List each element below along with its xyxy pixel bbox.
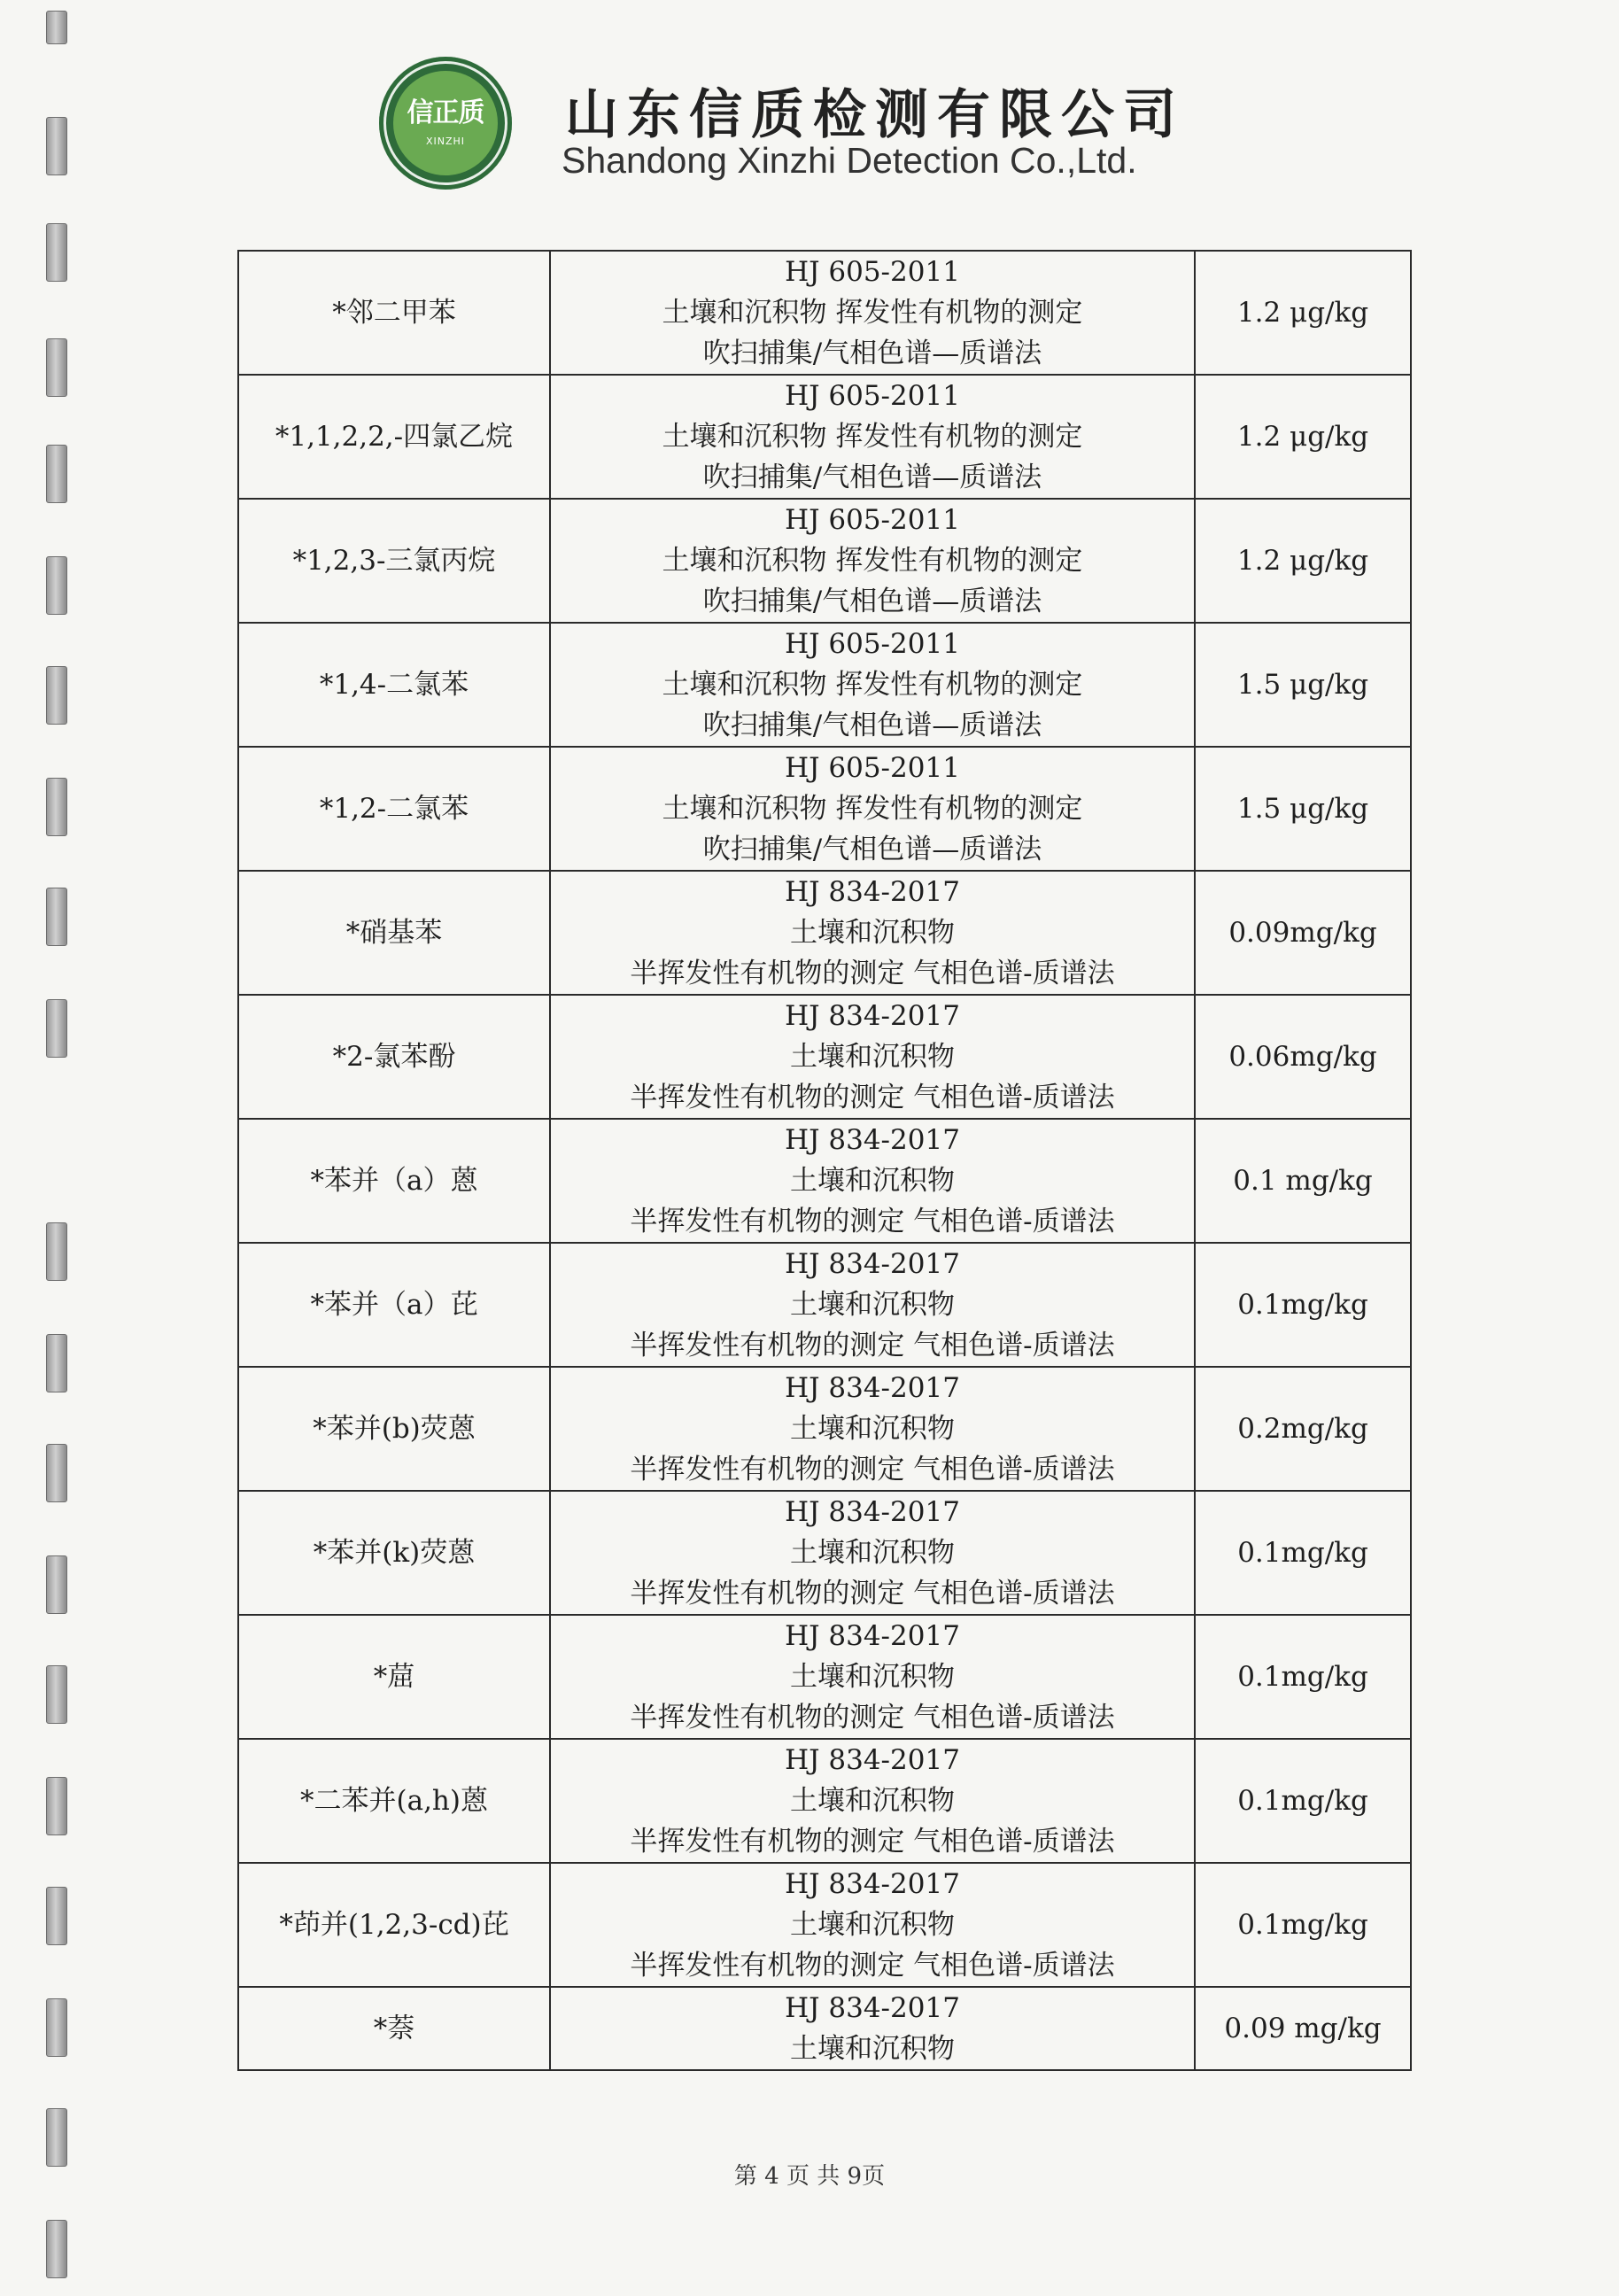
method-cell (550, 1863, 1195, 1987)
table-row (238, 251, 1411, 375)
binding-hole (46, 1887, 67, 1945)
method-standard: HJ 834-2017 (785, 1372, 960, 1404)
binding-hole (46, 2220, 67, 2278)
company-logo (379, 57, 512, 190)
method-cell (550, 1987, 1195, 2070)
letterhead (379, 53, 1229, 204)
method-cell (550, 995, 1195, 1119)
method-cell (550, 623, 1195, 747)
method-standard: HJ 605-2011 (785, 752, 960, 784)
table-row (238, 995, 1411, 1119)
method-standard: HJ 834-2017 (785, 1000, 960, 1032)
method-technique: 半挥发性有机物的测定 气相色谱-质谱法 (630, 1082, 1115, 1113)
binding-hole (46, 1777, 67, 1835)
binding-hole (46, 1334, 67, 1392)
method-cell (550, 871, 1195, 995)
method-standard: HJ 834-2017 (785, 1248, 960, 1280)
detection-limit-cell: 1.2 μg/kg (1195, 375, 1411, 499)
detection-limit-cell: 0.2mg/kg (1195, 1367, 1411, 1491)
detection-limit-cell: 0.1mg/kg (1195, 1739, 1411, 1863)
binding-hole (46, 1555, 67, 1614)
method-cell (550, 1367, 1195, 1491)
method-cell (550, 747, 1195, 871)
logo-text: 信正质 (407, 97, 484, 128)
table-row (238, 375, 1411, 499)
method-standard: HJ 834-2017 (785, 1620, 960, 1652)
binding-hole (46, 1222, 67, 1281)
method-technique: 半挥发性有机物的测定 气相色谱-质谱法 (630, 1702, 1115, 1734)
detection-limit-cell: 0.09 mg/kg (1195, 1987, 1411, 2070)
method-standard: HJ 834-2017 (785, 876, 960, 908)
detection-limit-cell: 1.5 μg/kg (1195, 623, 1411, 747)
table-row (238, 1243, 1411, 1367)
item-cell: *1,2-二氯苯 (238, 747, 550, 871)
method-title: 土壤和沉积物 (790, 1537, 955, 1569)
binding-hole (46, 888, 67, 946)
item-cell: *茚并(1,2,3-cd)芘 (238, 1863, 550, 1987)
company-name-cn: 山东信质检测有限公司 (565, 84, 1185, 146)
method-standard: HJ 834-2017 (785, 1124, 960, 1156)
method-technique: 半挥发性有机物的测定 气相色谱-质谱法 (630, 1330, 1115, 1361)
method-title: 土壤和沉积物 挥发性有机物的测定 (662, 545, 1083, 577)
method-cell (550, 499, 1195, 623)
item-cell: *苯并（a）芘 (238, 1243, 550, 1367)
method-technique: 半挥发性有机物的测定 气相色谱-质谱法 (630, 1826, 1115, 1858)
item-cell: *苯并（a）蒽 (238, 1119, 550, 1243)
method-cell (550, 251, 1195, 375)
method-title: 土壤和沉积物 (790, 1289, 955, 1321)
item-cell: *硝基苯 (238, 871, 550, 995)
binding-hole (46, 223, 67, 282)
method-standard: HJ 834-2017 (785, 1744, 960, 1776)
binding-hole (46, 11, 67, 44)
page-number: 第 4 页 共 9页 (733, 2163, 886, 2190)
method-cell (550, 1243, 1195, 1367)
method-cell (550, 1615, 1195, 1739)
method-technique: 半挥发性有机物的测定 气相色谱-质谱法 (630, 1206, 1115, 1237)
method-title: 土壤和沉积物 挥发性有机物的测定 (662, 669, 1083, 701)
method-title: 土壤和沉积物 (790, 1785, 955, 1817)
table-row (238, 1863, 1411, 1987)
method-standard: HJ 605-2011 (785, 504, 960, 536)
method-technique: 吹扫捕集/气相色谱—质谱法 (702, 586, 1042, 617)
detection-limit-cell: 0.1mg/kg (1195, 1243, 1411, 1367)
method-technique: 吹扫捕集/气相色谱—质谱法 (702, 462, 1042, 493)
method-title: 土壤和沉积物 (790, 1661, 955, 1693)
method-technique: 半挥发性有机物的测定 气相色谱-质谱法 (630, 1454, 1115, 1485)
method-title: 土壤和沉积物 (790, 2033, 955, 2065)
item-cell: *苯并(b)荧蒽 (238, 1367, 550, 1491)
method-technique: 半挥发性有机物的测定 气相色谱-质谱法 (630, 1578, 1115, 1610)
method-title: 土壤和沉积物 (790, 1165, 955, 1197)
detection-methods-table (237, 250, 1412, 2071)
binding-hole (46, 556, 67, 615)
detection-limit-cell: 0.1 mg/kg (1195, 1119, 1411, 1243)
item-cell: *1,1,2,2,-四氯乙烷 (238, 375, 550, 499)
method-standard: HJ 834-2017 (785, 1496, 960, 1528)
method-standard: HJ 605-2011 (785, 380, 960, 412)
detection-limit-cell: 1.2 μg/kg (1195, 251, 1411, 375)
method-title: 土壤和沉积物 (790, 1909, 955, 1941)
item-cell: *邻二甲苯 (238, 251, 550, 375)
method-technique: 半挥发性有机物的测定 气相色谱-质谱法 (630, 958, 1115, 989)
method-title: 土壤和沉积物 (790, 1413, 955, 1445)
item-cell: *萘 (238, 1987, 550, 2070)
detection-limit-cell: 0.1mg/kg (1195, 1491, 1411, 1615)
method-technique: 吹扫捕集/气相色谱—质谱法 (702, 337, 1042, 369)
detection-limit-cell: 0.1mg/kg (1195, 1863, 1411, 1987)
method-title: 土壤和沉积物 挥发性有机物的测定 (662, 793, 1083, 825)
binding-holes (46, 0, 67, 2296)
item-cell: *䓛 (238, 1615, 550, 1739)
table-row (238, 1367, 1411, 1491)
detection-limit-cell: 0.1mg/kg (1195, 1615, 1411, 1739)
method-title: 土壤和沉积物 挥发性有机物的测定 (662, 421, 1083, 453)
table-row (238, 1491, 1411, 1615)
method-technique: 吹扫捕集/气相色谱—质谱法 (702, 834, 1042, 865)
item-cell: *2-氯苯酚 (238, 995, 550, 1119)
binding-hole (46, 1998, 67, 2057)
method-standard: HJ 834-2017 (785, 1868, 960, 1900)
table-row (238, 871, 1411, 995)
method-cell (550, 1739, 1195, 1863)
detection-limit-cell: 0.06mg/kg (1195, 995, 1411, 1119)
method-cell (550, 375, 1195, 499)
table-row (238, 1615, 1411, 1739)
item-cell: *1,2,3-三氯丙烷 (238, 499, 550, 623)
table-row (238, 747, 1411, 871)
method-cell (550, 1491, 1195, 1615)
detection-limit-cell: 1.5 μg/kg (1195, 747, 1411, 871)
method-cell (550, 1119, 1195, 1243)
binding-hole (46, 1665, 67, 1724)
binding-hole (46, 445, 67, 503)
table-row (238, 623, 1411, 747)
item-cell: *苯并(k)荧蒽 (238, 1491, 550, 1615)
item-cell: *1,4-二氯苯 (238, 623, 550, 747)
detection-limit-cell: 0.09mg/kg (1195, 871, 1411, 995)
table-row (238, 1739, 1411, 1863)
logo-subtext: XINZHI (425, 135, 466, 147)
binding-hole (46, 338, 67, 397)
binding-hole (46, 666, 67, 725)
method-title: 土壤和沉积物 (790, 917, 955, 949)
detection-limit-cell: 1.2 μg/kg (1195, 499, 1411, 623)
binding-hole (46, 778, 67, 836)
method-title: 土壤和沉积物 挥发性有机物的测定 (662, 297, 1083, 329)
method-title: 土壤和沉积物 (790, 1041, 955, 1073)
binding-hole (46, 999, 67, 1058)
table-row (238, 499, 1411, 623)
table-row (238, 1987, 1411, 2070)
company-name-en: Shandong Xinzhi Detection Co.,Ltd. (562, 140, 1137, 181)
binding-hole (46, 117, 67, 175)
method-standard: HJ 605-2011 (785, 256, 960, 288)
logo-emblem (393, 71, 498, 175)
method-standard: HJ 605-2011 (785, 628, 960, 660)
item-cell: *二苯并(a,h)蒽 (238, 1739, 550, 1863)
method-technique: 吹扫捕集/气相色谱—质谱法 (702, 710, 1042, 741)
method-standard: HJ 834-2017 (785, 1992, 960, 2024)
binding-hole (46, 1444, 67, 1502)
method-technique: 半挥发性有机物的测定 气相色谱-质谱法 (630, 1950, 1115, 1982)
table-row (238, 1119, 1411, 1243)
